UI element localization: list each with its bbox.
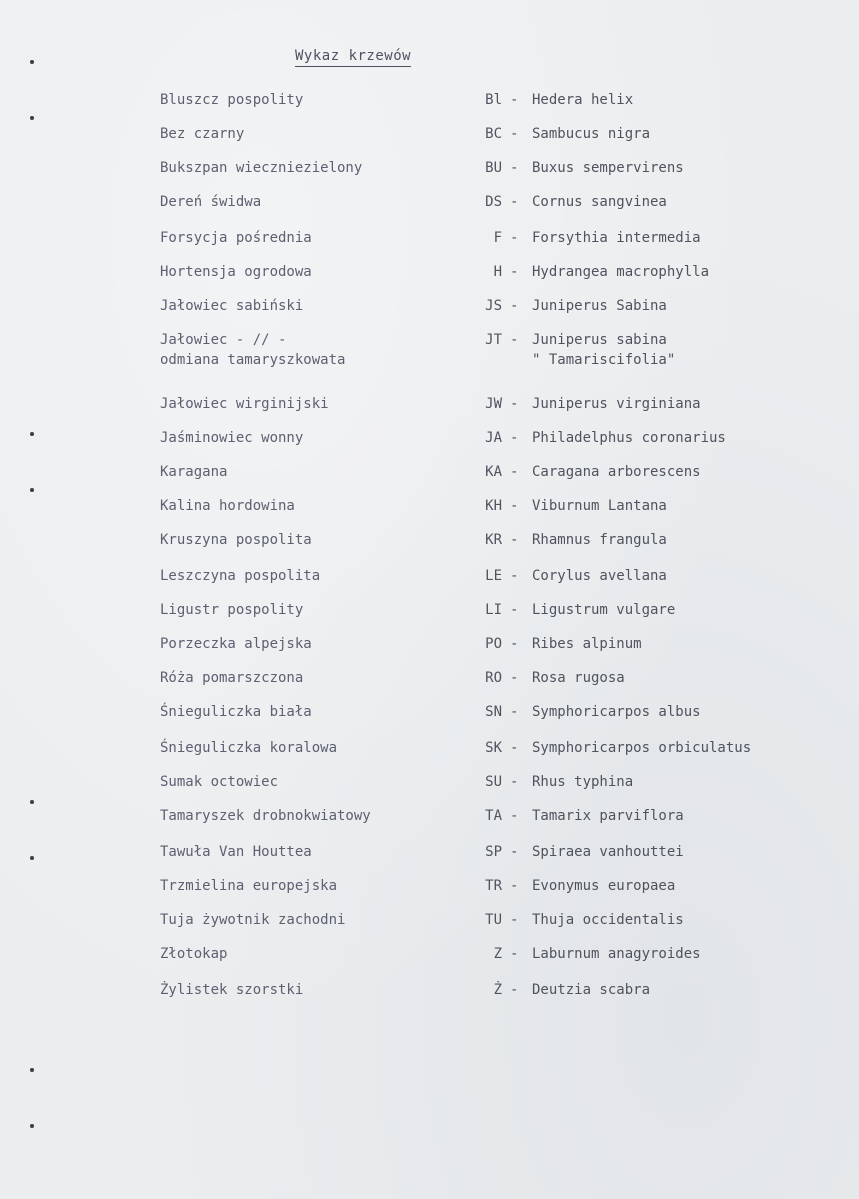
latin-name xyxy=(532,876,675,896)
shrub-row xyxy=(0,876,859,906)
latin-name-text: Viburnum Lantana xyxy=(532,498,667,514)
latin-name xyxy=(532,462,701,482)
polish-name-text: Bluszcz pospolity xyxy=(160,92,304,108)
shrub-row xyxy=(0,428,859,458)
latin-name xyxy=(532,394,701,414)
separator-dash: - xyxy=(510,464,519,480)
polish-name xyxy=(160,192,261,212)
polish-name-text: Bez czarny xyxy=(160,126,245,142)
latin-name xyxy=(532,228,701,248)
polish-name xyxy=(160,944,227,964)
polish-name xyxy=(160,296,303,316)
polish-name-text: Karagana xyxy=(160,464,228,480)
species-code: SN xyxy=(485,704,502,720)
shrub-row xyxy=(0,192,859,222)
separator-dash: - xyxy=(510,498,519,514)
latin-name xyxy=(532,124,650,144)
shrub-row xyxy=(0,566,859,596)
species-code: SK xyxy=(485,740,502,756)
shrub-row xyxy=(0,228,859,258)
latin-name xyxy=(532,90,633,110)
polish-name-text: Jałowiec wirginijski xyxy=(160,396,329,412)
latin-name-text: Rhamnus frangula xyxy=(532,532,667,548)
separator-dash: - xyxy=(510,740,519,756)
separator-dash: - xyxy=(510,844,519,860)
species-code: Ż xyxy=(493,982,502,998)
polish-name xyxy=(160,158,362,178)
shrub-row xyxy=(0,262,859,292)
polish-name xyxy=(160,702,312,722)
separator-dash: - xyxy=(510,298,519,314)
polish-name xyxy=(160,530,312,550)
latin-name xyxy=(532,702,701,722)
latin-name-text: Thuja occidentalis xyxy=(532,912,684,928)
latin-name-text: Juniperus Sabina xyxy=(532,298,667,314)
shrub-row xyxy=(0,944,859,974)
separator-dash: - xyxy=(510,568,519,584)
species-code: KA xyxy=(485,464,502,480)
latin-name xyxy=(532,192,667,212)
latin-name-text: Cornus sangvinea xyxy=(532,194,667,210)
polish-name-text: Forsycja pośrednia xyxy=(160,230,312,246)
shrub-row xyxy=(0,634,859,664)
punch-hole xyxy=(30,1124,34,1128)
polish-name-text: Kruszyna pospolita xyxy=(160,532,312,548)
species-code: KH xyxy=(485,498,502,514)
polish-name-text: Trzmielina europejska xyxy=(160,878,338,894)
shrub-row xyxy=(0,910,859,940)
species-code: SP xyxy=(485,844,502,860)
latin-name xyxy=(532,496,667,516)
separator-dash: - xyxy=(510,704,519,720)
polish-name-text: Dereń świdwa xyxy=(160,194,262,210)
latin-name-text: Ligustrum vulgare xyxy=(532,602,676,618)
polish-name-text: Bukszpan wieczniezielony xyxy=(160,160,363,176)
latin-name xyxy=(532,738,751,758)
separator-dash: - xyxy=(510,92,519,108)
punch-hole xyxy=(30,60,34,64)
polish-name xyxy=(160,462,227,482)
polish-name xyxy=(160,330,345,370)
latin-name-text: Rhus typhina xyxy=(532,774,634,790)
latin-name xyxy=(532,428,726,448)
latin-name-text: Hydrangea macrophylla xyxy=(532,264,710,280)
latin-name xyxy=(532,668,625,688)
separator-dash: - xyxy=(510,878,519,894)
latin-name-text: Tamarix parviflora xyxy=(532,808,684,824)
species-code: SU xyxy=(485,774,502,790)
shrub-row xyxy=(0,330,859,368)
separator-dash: - xyxy=(510,230,519,246)
polish-name-text: Złotokap xyxy=(160,946,228,962)
separator-dash: - xyxy=(510,912,519,928)
shrub-row xyxy=(0,530,859,560)
shrub-row xyxy=(0,496,859,526)
polish-name xyxy=(160,262,312,282)
latin-name xyxy=(532,634,642,654)
polish-name-continuation: odmiana tamaryszkowata xyxy=(160,352,346,368)
separator-dash: - xyxy=(510,194,519,210)
polish-name xyxy=(160,124,244,144)
latin-name-text: Forsythia intermedia xyxy=(532,230,701,246)
latin-name xyxy=(532,944,701,964)
separator-dash: - xyxy=(510,532,519,548)
latin-name xyxy=(532,842,684,862)
polish-name xyxy=(160,634,312,654)
polish-name-text: Tuja żywotnik zachodni xyxy=(160,912,346,928)
polish-name-text: Leszczyna pospolita xyxy=(160,568,321,584)
polish-name xyxy=(160,228,312,248)
species-code: LE xyxy=(485,568,502,584)
species-code: TR xyxy=(485,878,502,894)
species-code: BU xyxy=(485,160,502,176)
polish-name-text: Kalina hordowina xyxy=(160,498,295,514)
latin-name-text: Ribes alpinum xyxy=(532,636,642,652)
species-code: JS xyxy=(485,298,502,314)
species-code: PO xyxy=(485,636,502,652)
separator-dash: - xyxy=(510,126,519,142)
latin-name-text: Deutzia scabra xyxy=(532,982,651,998)
latin-name-text: Evonymus europaea xyxy=(532,878,676,894)
polish-name-text: Porzeczka alpejska xyxy=(160,636,312,652)
latin-name xyxy=(532,566,667,586)
latin-name xyxy=(532,158,684,178)
shrub-row xyxy=(0,738,859,768)
document-title: Wykaz krzewów xyxy=(295,48,411,67)
species-code: Z xyxy=(493,946,502,962)
polish-name-text: Róża pomarszczona xyxy=(160,670,304,686)
shrub-row xyxy=(0,842,859,872)
species-code: Bl xyxy=(485,92,502,108)
polish-name xyxy=(160,910,345,930)
polish-name xyxy=(160,428,303,448)
separator-dash: - xyxy=(510,430,519,446)
species-code: H xyxy=(493,264,502,280)
latin-name-text: Corylus avellana xyxy=(532,568,667,584)
species-code: JW xyxy=(485,396,502,412)
polish-name xyxy=(160,496,295,516)
separator-dash: - xyxy=(510,264,519,280)
shrub-row xyxy=(0,394,859,424)
shrub-row xyxy=(0,158,859,188)
latin-name xyxy=(532,296,667,316)
polish-name xyxy=(160,394,329,414)
latin-name-text: Spiraea vanhouttei xyxy=(532,844,684,860)
polish-name-text: Ligustr pospolity xyxy=(160,602,304,618)
latin-name xyxy=(532,980,650,1000)
separator-dash: - xyxy=(510,808,519,824)
latin-name-text: Juniperus sabina xyxy=(532,332,667,348)
latin-name-text: Symphoricarpos albus xyxy=(532,704,701,720)
latin-name xyxy=(532,600,675,620)
polish-name-text: Żylistek szorstki xyxy=(160,982,304,998)
shrub-row xyxy=(0,668,859,698)
polish-name-text: Sumak octowiec xyxy=(160,774,279,790)
latin-name-text: Hedera helix xyxy=(532,92,634,108)
latin-name-text: Philadelphus coronarius xyxy=(532,430,726,446)
latin-name xyxy=(532,806,684,826)
latin-name-cultivar: " Tamariscifolia" xyxy=(532,352,676,368)
polish-name-text: Jałowiec - // - xyxy=(160,332,287,348)
shrub-row xyxy=(0,296,859,326)
polish-name-text: Tawuła Van Houttea xyxy=(160,844,312,860)
polish-name xyxy=(160,90,303,110)
latin-name-text: Buxus sempervirens xyxy=(532,160,684,176)
shrub-row xyxy=(0,980,859,1010)
species-code: DS xyxy=(485,194,502,210)
separator-dash: - xyxy=(510,602,519,618)
punch-hole xyxy=(30,1068,34,1072)
separator-dash: - xyxy=(510,982,519,998)
species-code: F xyxy=(493,230,502,246)
latin-name xyxy=(532,262,709,282)
species-code: LI xyxy=(485,602,502,618)
shrub-row xyxy=(0,600,859,630)
latin-name xyxy=(532,910,684,930)
species-code: RO xyxy=(485,670,502,686)
polish-name-text: Śnieguliczka koralowa xyxy=(160,740,338,756)
species-code: BC xyxy=(485,126,502,142)
polish-name xyxy=(160,600,303,620)
shrub-row xyxy=(0,90,859,120)
latin-name-text: Juniperus virginiana xyxy=(532,396,701,412)
polish-name-text: Jałowiec sabiński xyxy=(160,298,304,314)
polish-name xyxy=(160,566,320,586)
species-code: JA xyxy=(485,430,502,446)
separator-dash: - xyxy=(510,160,519,176)
latin-name xyxy=(532,772,633,792)
shrub-row xyxy=(0,462,859,492)
polish-name xyxy=(160,806,371,826)
latin-name-text: Symphoricarpos orbiculatus xyxy=(532,740,752,756)
shrub-row xyxy=(0,702,859,732)
latin-name xyxy=(532,330,675,370)
polish-name xyxy=(160,772,278,792)
polish-name xyxy=(160,980,303,1000)
polish-name-text: Hortensja ogrodowa xyxy=(160,264,312,280)
species-code: TA xyxy=(485,808,502,824)
polish-name-text: Jaśminowiec wonny xyxy=(160,430,304,446)
separator-dash: - xyxy=(510,774,519,790)
separator-dash: - xyxy=(510,396,519,412)
shrub-row xyxy=(0,124,859,154)
latin-name-text: Laburnum anagyroides xyxy=(532,946,701,962)
polish-name xyxy=(160,876,337,896)
shrub-row xyxy=(0,806,859,836)
polish-name-text: Tamaryszek drobnokwiatowy xyxy=(160,808,371,824)
species-code: TU xyxy=(485,912,502,928)
separator-dash: - xyxy=(510,670,519,686)
separator-dash: - xyxy=(510,636,519,652)
separator-dash: - xyxy=(510,332,519,348)
species-code: JT xyxy=(485,332,502,348)
latin-name-text: Caragana arborescens xyxy=(532,464,701,480)
latin-name-text: Sambucus nigra xyxy=(532,126,651,142)
species-code: KR xyxy=(485,532,502,548)
polish-name xyxy=(160,842,312,862)
separator-dash: - xyxy=(510,946,519,962)
polish-name xyxy=(160,668,303,688)
polish-name-text: Śnieguliczka biała xyxy=(160,704,312,720)
latin-name xyxy=(532,530,667,550)
shrub-row xyxy=(0,772,859,802)
polish-name xyxy=(160,738,337,758)
latin-name-text: Rosa rugosa xyxy=(532,670,625,686)
